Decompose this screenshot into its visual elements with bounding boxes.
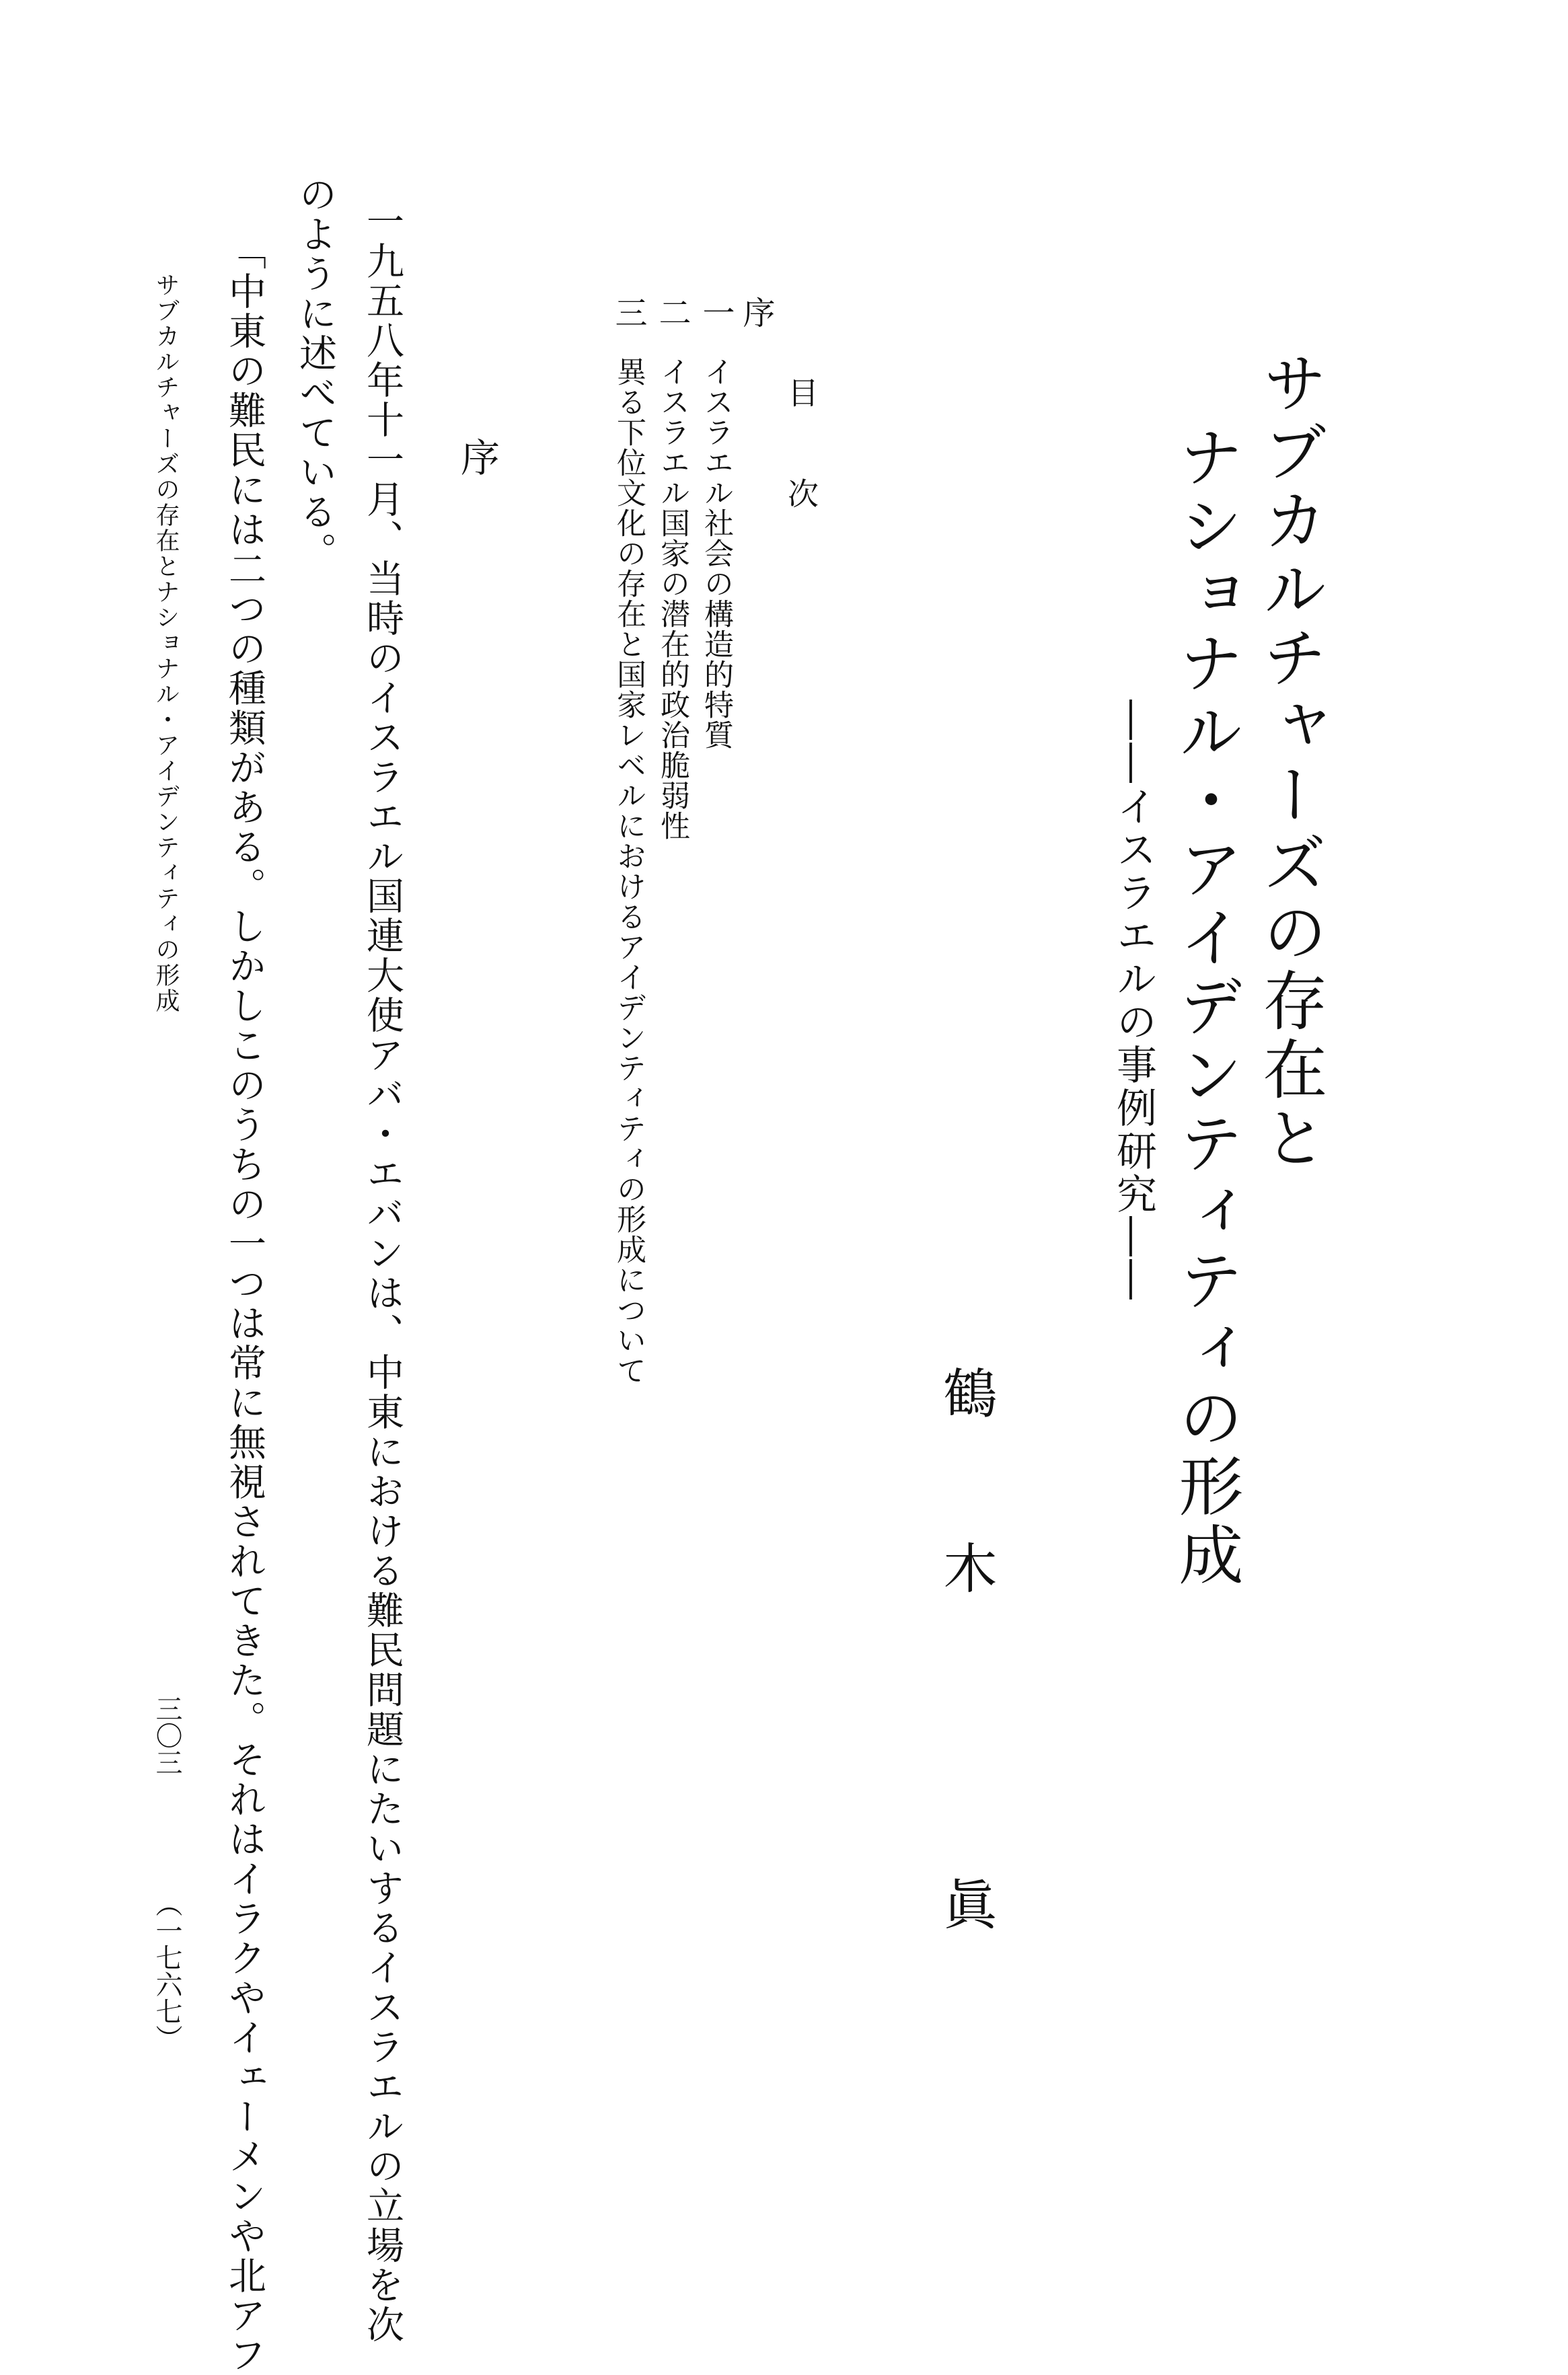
article-title-line-2: ナショナル・アイデンティティの形成 xyxy=(1168,424,1244,1590)
toc-item-1-text: イスラエル社会の構造的特質 xyxy=(699,356,733,750)
running-head: サブカルチャーズの存在とナショナル・アイデンティティの形成 xyxy=(152,272,180,1014)
toc-item-3-text: 異る下位文化の存在と国家レベルにおけるアイデンティティの形成について xyxy=(611,356,646,1386)
toc-item-3-number: 三 xyxy=(609,296,647,328)
toc-item-2-text: イスラエル国家の潜在的政治脆弱性 xyxy=(655,356,689,841)
section-heading: 序 xyxy=(454,437,500,476)
author-name-char-2: 木 xyxy=(934,1540,997,1594)
author-name-char-1: 鶴 xyxy=(934,1365,997,1419)
article-title-line-1: サブカルチャーズの存在と xyxy=(1253,350,1328,1173)
page-number-alt: （一七六七） xyxy=(151,1890,182,2051)
body-column-1: 一九五八年十一月、当時のイスラエル国連大使アバ・エバンは、中東における難民問題にたいするイスラエルの立場を次 xyxy=(361,202,404,2345)
toc-item-1-number: 一 xyxy=(697,296,735,328)
toc-item-0-number: 序 xyxy=(737,296,775,328)
author-name-char-3: 眞 xyxy=(934,1877,997,1930)
body-column-2: のように述べている。 xyxy=(293,175,337,572)
toc-heading-char-1: 目 xyxy=(783,377,819,408)
page-number: 三〇三 xyxy=(151,1695,182,1776)
toc-heading-char-2: 次 xyxy=(783,478,819,508)
body-column-3: 「中東の難民には二つの種類がある。しかしこのうちの一つは常に無視されてきた。それはイラクやイェーメンや北アフ xyxy=(223,232,266,2375)
article-subtitle: ――イスラエルの事例研究―― xyxy=(1110,700,1157,1302)
toc-item-2-number: 二 xyxy=(653,296,691,328)
